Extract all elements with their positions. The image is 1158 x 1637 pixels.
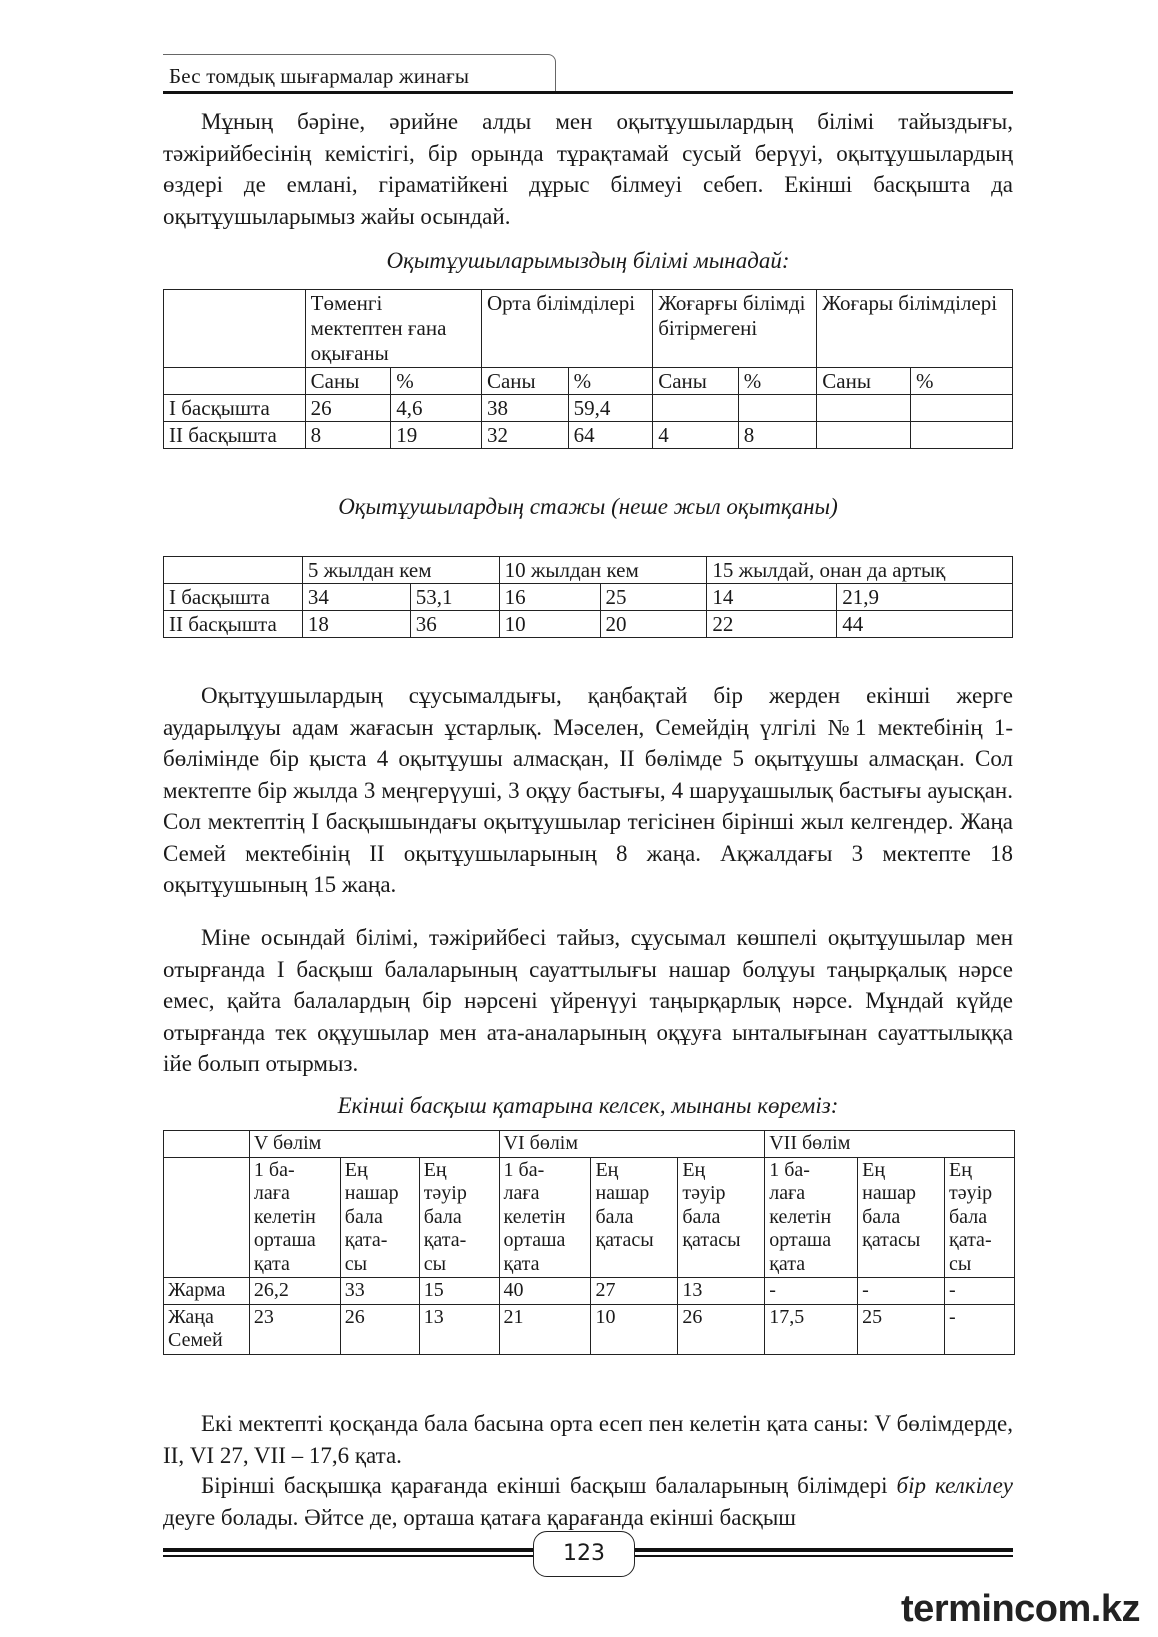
- t1-sub: Саны: [481, 368, 568, 395]
- t2-group: 15 жылдай, онан да артық: [707, 557, 1013, 584]
- t2-cell: 34: [302, 584, 410, 611]
- t1-group-2: Орта білімділері: [486, 291, 636, 315]
- t1-cell: 64: [568, 422, 653, 449]
- t3-cell: 13: [678, 1278, 765, 1305]
- errors-table: [163, 1130, 1015, 1355]
- t1-row-label: І басқышта: [164, 395, 306, 422]
- t2-row-label: І басқышта: [164, 584, 303, 611]
- page-number: 123: [533, 1531, 635, 1577]
- t1-cell: [911, 395, 1013, 422]
- t2-cell: 44: [837, 611, 1013, 638]
- t1-sub: %: [391, 368, 482, 395]
- table2-caption: Оқытұушылардың стажы (неше жыл оқытқаны): [338, 494, 838, 519]
- t3-cell: -: [765, 1278, 858, 1305]
- book-title: Бес томдық шығармалар жинағы: [169, 64, 470, 88]
- t1-sub: Саны: [305, 368, 391, 395]
- t3-sub: 1 ба- лаға келетін орташа қата: [765, 1157, 858, 1278]
- t1-cell: 19: [391, 422, 482, 449]
- t3-cell: 26: [340, 1304, 419, 1354]
- teachers-education-table: [163, 289, 1013, 449]
- t1-cell: 4,6: [391, 395, 482, 422]
- header-rule: [163, 91, 1013, 94]
- t2-cell: 20: [600, 611, 707, 638]
- t1-cell: 26: [305, 395, 391, 422]
- t1-group-3: Жоғарғы білімді бітірмегені: [658, 291, 806, 340]
- running-header: [163, 54, 1013, 96]
- t2-cell: 18: [302, 611, 410, 638]
- t3-sub: 1 ба- лаға келетін орташа қата: [249, 1157, 340, 1278]
- t1-cell: 32: [481, 422, 568, 449]
- t3-cell: 26,2: [249, 1278, 340, 1305]
- t3-cell: 26: [678, 1304, 765, 1354]
- t3-group: VI бөлім: [499, 1131, 765, 1158]
- t1-cell: 8: [305, 422, 391, 449]
- t3-sub: 1 ба- лаға келетін орташа қата: [499, 1157, 591, 1278]
- t2-group: 10 жылдан кем: [499, 557, 707, 584]
- t3-cell: 13: [419, 1304, 499, 1354]
- paragraph-5: [163, 1470, 1013, 1533]
- paragraph-5-text-end: деуге болады. Әйтсе де, орташа қатаға қарағанда екінші басқыш: [163, 1504, 796, 1530]
- t2-cell: 10: [499, 611, 600, 638]
- t3-cell: 40: [499, 1278, 591, 1305]
- t1-cell: [817, 395, 911, 422]
- t3-cell: 17,5: [765, 1304, 858, 1354]
- t1-group-1: Төменгі мектептен ғана оқығаны: [310, 291, 447, 365]
- paragraph-3: Міне осындай білімі, тәжірийбесі тайыз, сұусымал көшпелі оқытұушылар мен отырғанда І басқыш балаларының сауаттылығы нашар болұуы таңырқалық нәрсе емес, қайта балалардың бір нәрсені үйренүуі таңырқарлық нәрсе. Мұндай күйде отырғанда тек оқұушылар мен ата-аналарының оқұуға ынталығынан сауаттылыққа ійе болып отырмыз.: [163, 925, 1013, 1076]
- paragraph-5-italic: бір келкілеу: [896, 1473, 1013, 1498]
- t3-row-label: Жаңа Семей: [164, 1304, 250, 1354]
- t2-cell: 25: [600, 584, 707, 611]
- t1-cell: 4: [653, 422, 739, 449]
- t1-sub: %: [738, 368, 816, 395]
- t3-cell: 21: [499, 1304, 591, 1354]
- t1-cell: 8: [738, 422, 816, 449]
- t3-cell: 33: [340, 1278, 419, 1305]
- table1-caption: Оқытұушыларымыздың білімі мынадай:: [386, 248, 790, 273]
- t3-sub: Ең тәуір бала қатасы: [678, 1157, 765, 1278]
- t3-sub: Ең тәуір бала қата- сы: [945, 1157, 1015, 1278]
- page-footer: [163, 1527, 1013, 1587]
- t1-sub: %: [911, 368, 1013, 395]
- paragraph-1: Мұның бәріне, әрийне алды мен оқытұушылардың білімі тайыздығы, тәжірийбесінің кемістігі, бір орында тұрақтамай сусый берүуі, оқытұушылардың өздері де емлані, гіраматійкені дұрыс білмеуі себеп. Екінші басқышта да оқытұушыларымыз жайы осындай.: [163, 109, 1013, 229]
- watermark-logo: termincom.kz: [901, 1588, 1140, 1630]
- t1-cell: [911, 422, 1013, 449]
- t3-row-label: Жарма: [164, 1278, 250, 1305]
- paragraph-4: Екі мектепті қосқанда бала басына орта есеп пен келетін қата саны: V бөлімдерде, ІІ, VI 27, VII – 17,6 қата.: [163, 1411, 1013, 1468]
- t2-row-label: ІІ басқышта: [164, 611, 303, 638]
- t3-cell: 23: [249, 1304, 340, 1354]
- t2-cell: 53,1: [410, 584, 499, 611]
- t2-cell: 16: [499, 584, 600, 611]
- t3-group: VII бөлім: [765, 1131, 1015, 1158]
- t1-group-4: Жоғары білімділері: [822, 291, 998, 315]
- t3-sub: Ең тәуір бала қата- сы: [419, 1157, 499, 1278]
- t3-group: V бөлім: [249, 1131, 499, 1158]
- teachers-experience-table: [163, 556, 1013, 638]
- t3-sub: Ең нашар бала қата- сы: [340, 1157, 419, 1278]
- table3-caption: Екінші басқыш қатарына келсек, мынаны көреміз:: [337, 1093, 839, 1118]
- t3-cell: 27: [591, 1278, 678, 1305]
- t3-cell: -: [858, 1278, 945, 1305]
- t3-cell: -: [945, 1278, 1015, 1305]
- t3-sub: Ең нашар бала қатасы: [591, 1157, 678, 1278]
- paragraph-2: Оқытұушылардың сұусымалдығы, қаңбақтай бір жерден екінші жерге аударылұуы адам жағасын ұстарлық. Мәселен, Семейдің үлгілі №1 мектебінің 1-бөлімінде бір қыста 4 оқытұушы алмасқан, ІІ бөлімде 5 оқытұушы алмасқан. Сол мектепте бір жылда 3 меңгерүуші, 3 оқұу бастығы, 4 шаруұашылық бастығы ауысқан. Сол мектептің І басқышындағы оқытұушылар тегісінен бірінші жыл келгендер. Жаңа Семей мектебінің ІІ оқытұушыларының 8 жаңа. Ақжалдағы 3 мектепте 18 оқытұушының 15 жаңа.: [163, 683, 1013, 897]
- t3-cell: -: [945, 1304, 1015, 1354]
- t3-cell: 25: [858, 1304, 945, 1354]
- t1-row-label: ІІ басқышта: [164, 422, 306, 449]
- t3-cell: 15: [419, 1278, 499, 1305]
- t3-cell: 10: [591, 1304, 678, 1354]
- table-corner: [164, 290, 306, 368]
- t1-sub: Саны: [653, 368, 739, 395]
- t2-group: 5 жылдан кем: [302, 557, 499, 584]
- t1-cell: [738, 395, 816, 422]
- t1-cell: [653, 395, 739, 422]
- t1-sub: %: [568, 368, 653, 395]
- t2-cell: 36: [410, 611, 499, 638]
- t3-sub: Ең нашар бала қатасы: [858, 1157, 945, 1278]
- t2-cell: 14: [707, 584, 837, 611]
- t1-cell: 38: [481, 395, 568, 422]
- t2-cell: 22: [707, 611, 837, 638]
- t1-cell: 59,4: [568, 395, 653, 422]
- t1-sub: Саны: [817, 368, 911, 395]
- t2-cell: 21,9: [837, 584, 1013, 611]
- paragraph-5-text: Бірінші басқышқа қарағанда екінші басқыш балаларының білімдері: [201, 1473, 897, 1498]
- t1-cell: [817, 422, 911, 449]
